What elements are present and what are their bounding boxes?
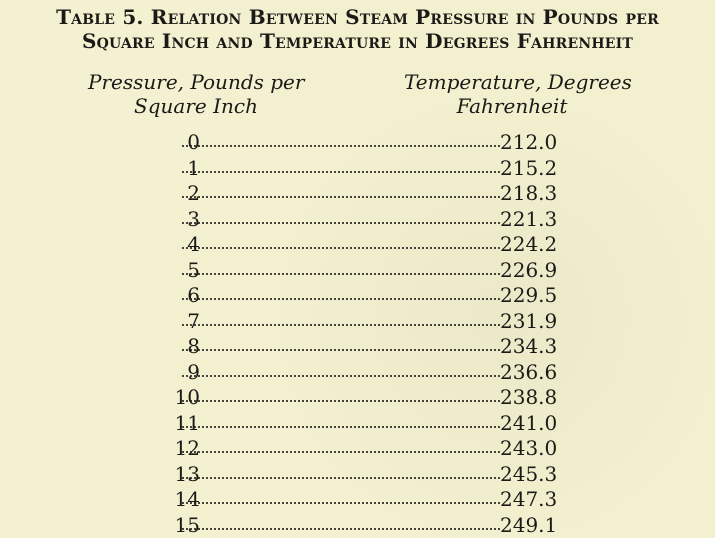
table-row (0, 283, 715, 309)
table-row (0, 130, 715, 156)
temperature-value: 224.2 (500, 232, 557, 258)
table-row (0, 181, 715, 207)
pressure-value: 5 (160, 258, 200, 284)
table-row (0, 309, 715, 335)
table-row (0, 334, 715, 360)
dot-leader (182, 349, 500, 351)
table-row (0, 462, 715, 488)
pressure-header-line-1: Pressure, Pounds per (88, 70, 304, 94)
dot-leader (182, 477, 500, 479)
table-title (0, 5, 715, 53)
temperature-value: 249.1 (500, 513, 557, 538)
pressure-value: 2 (160, 181, 200, 207)
temperature-header-line-1: Temperature, Degrees (404, 70, 620, 94)
dot-leader (182, 375, 500, 377)
temperature-value: 245.3 (500, 462, 557, 488)
table-title-line-1: Table 5. Relation Between Steam Pressure in Pounds per (0, 5, 715, 29)
temperature-value: 212.0 (500, 130, 557, 156)
temperature-value: 221.3 (500, 207, 557, 233)
pressure-value: 11 (160, 411, 200, 437)
pressure-value: 1 (160, 156, 200, 182)
temperature-value: 238.8 (500, 385, 557, 411)
dot-leader (182, 273, 500, 275)
temperature-value: 236.6 (500, 360, 557, 386)
dot-leader (182, 451, 500, 453)
dot-leader (182, 196, 500, 198)
temperature-value: 234.3 (500, 334, 557, 360)
table-row (0, 385, 715, 411)
pressure-value: 14 (160, 487, 200, 513)
pressure-value: 9 (160, 360, 200, 386)
temperature-value: 247.3 (500, 487, 557, 513)
dot-leader (182, 502, 500, 504)
table-row (0, 513, 715, 538)
pressure-value: 8 (160, 334, 200, 360)
table-row (0, 436, 715, 462)
table-row (0, 411, 715, 437)
pressure-value: 0 (160, 130, 200, 156)
temperature-value: 215.2 (500, 156, 557, 182)
dot-leader (182, 426, 500, 428)
table-title-line-2: Square Inch and Temperature in Degrees Fahrenheit (0, 29, 715, 53)
table-row (0, 487, 715, 513)
temperature-value: 231.9 (500, 309, 557, 335)
pressure-value: 6 (160, 283, 200, 309)
temperature-column-header (404, 70, 620, 118)
table-header (0, 70, 715, 122)
table-row (0, 156, 715, 182)
pressure-value: 4 (160, 232, 200, 258)
temperature-value: 218.3 (500, 181, 557, 207)
dot-leader (182, 528, 500, 530)
table-row (0, 258, 715, 284)
temperature-value: 241.0 (500, 411, 557, 437)
pressure-header-line-2: Square Inch (88, 94, 304, 118)
temperature-value: 243.0 (500, 436, 557, 462)
dot-leader (182, 247, 500, 249)
dot-leader (182, 324, 500, 326)
pressure-value: 15 (160, 513, 200, 538)
temperature-value: 229.5 (500, 283, 557, 309)
pressure-column-header (88, 70, 304, 118)
dot-leader (182, 222, 500, 224)
dot-leader (182, 298, 500, 300)
pressure-value: 7 (160, 309, 200, 335)
pressure-value: 3 (160, 207, 200, 233)
table-row (0, 232, 715, 258)
pressure-value: 12 (160, 436, 200, 462)
dot-leader (182, 400, 500, 402)
pressure-value: 10 (160, 385, 200, 411)
table-row (0, 360, 715, 386)
temperature-value: 226.9 (500, 258, 557, 284)
table-row (0, 207, 715, 233)
dot-leader (182, 145, 500, 147)
dot-leader (182, 171, 500, 173)
pressure-value: 13 (160, 462, 200, 488)
table-body (0, 130, 715, 538)
temperature-header-line-2: Fahrenheit (404, 94, 620, 118)
